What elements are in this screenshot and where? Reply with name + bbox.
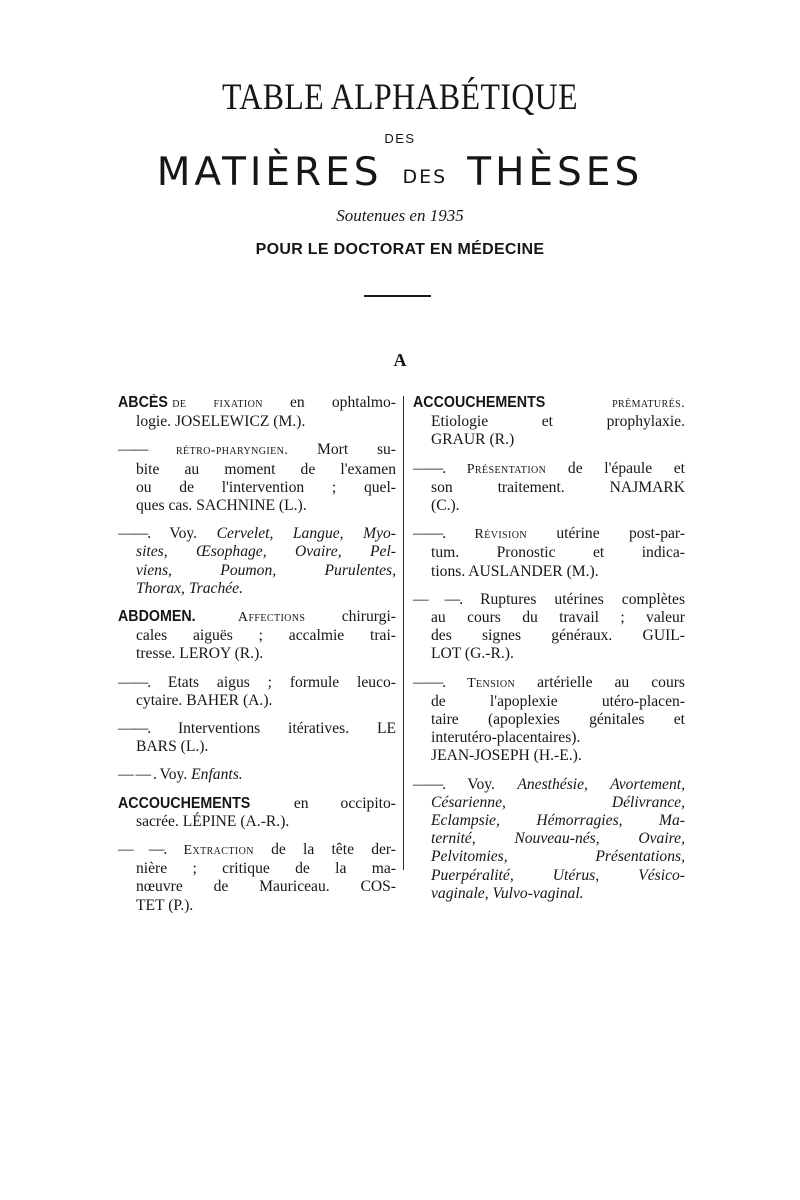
index-entry-extraction [118, 841, 396, 915]
entry-heading: ABCÈS [118, 394, 168, 411]
index-entry-presentation [413, 460, 685, 516]
left-column [118, 394, 396, 925]
entry-dash: ——. [413, 775, 446, 793]
entry-text: Voy. [150, 525, 217, 543]
entry-text: tions. AUSLANDER (M.). [431, 562, 599, 580]
right-column [413, 394, 685, 913]
entry-text: LOT (G.-R.). [431, 645, 514, 663]
entry-heading: ACCOUCHEMENTS [118, 794, 251, 812]
entry-subhead: Présentation [466, 461, 547, 477]
main-heading-des: DES [402, 166, 448, 188]
entry-dash: ——. [413, 459, 446, 477]
index-entry-etats-aigus [118, 674, 396, 710]
entry-crossref: viens, Poumon, Purulentes, [136, 561, 396, 579]
entry-text: Interventions itératives. LE [177, 720, 396, 738]
entry-text: Etats aigus ; formule leuco- [167, 673, 396, 691]
entry-text: BARS (L.). [136, 738, 209, 756]
entry-text: au cours du travail ; valeur [431, 609, 685, 627]
entry-text: cytaire. BAHER (A.). [136, 691, 273, 709]
index-entry-tension [413, 674, 685, 766]
entry-text: taire (apoplexies génitales et [431, 711, 685, 729]
index-entry-accouchements-prematures [413, 394, 685, 450]
entry-heading: ACCOUCHEMENTS [413, 394, 546, 411]
index-entry-retro-pharyngien [118, 441, 396, 515]
entry-dash: ——. [413, 525, 446, 543]
entry-text: ques cas. SACHNINE (L.). [136, 497, 307, 515]
entry-crossref: Anesthésie, Avortement, [517, 775, 685, 793]
entry-crossref: Puerpéralité, Utérus, Vésico- [431, 866, 685, 884]
entry-text: tresse. LEROY (R.). [136, 645, 264, 663]
index-entry-ruptures [413, 591, 685, 664]
section-letter: A [393, 350, 407, 370]
index-entry-abces [118, 394, 396, 431]
main-heading-left: MATIÈRES [156, 150, 383, 195]
entry-text: en occipito- [261, 794, 396, 812]
index-entry-revision [413, 525, 685, 581]
subtitle-doctorate: POUR LE DOCTORAT EN MÉDECINE [255, 241, 545, 258]
entry-text: en ophtalmo- [262, 394, 396, 411]
entry-dash: ——. [118, 525, 151, 543]
entry-crossref: Enfants. [191, 766, 243, 784]
entry-dash: — —. [413, 590, 463, 608]
entry-dash: ——. [118, 673, 151, 691]
subtitle-year: Soutenues en 1935 [336, 206, 464, 225]
entry-text: tum. Pronostic et indica- [431, 544, 685, 562]
entry-crossref: vaginale, Vulvo-vaginal. [431, 884, 584, 902]
entry-subhead: Tension [467, 675, 516, 691]
index-entry-interventions [118, 720, 396, 756]
entry-subhead: Révision [474, 527, 527, 543]
entry-dash: — — . [118, 766, 156, 784]
entry-text: chirurgi- [305, 608, 396, 626]
entry-text: GRAUR (R.) [431, 431, 515, 449]
entry-text: artérielle au cours [515, 673, 685, 691]
entry-text: nière ; critique de la ma- [136, 860, 396, 878]
main-heading [0, 150, 800, 195]
main-heading-right: THÈSES [467, 150, 644, 195]
title-rule [364, 295, 431, 297]
entry-dash: ——. [118, 720, 151, 738]
page-title: TABLE ALPHABÉTIQUE [221, 77, 579, 118]
entry-dash: — —. [118, 841, 167, 859]
title-connector-des: DES [384, 131, 416, 146]
entry-text: TET (P.). [136, 896, 194, 914]
entry-crossref: ternité, Nouveau-nés, Ovaire, [431, 830, 685, 848]
entry-subhead: rétro-pharyngien. [175, 443, 289, 459]
entry-text: nœuvre de Mauriceau. COS- [136, 878, 396, 896]
entry-subhead: Affections [202, 610, 306, 626]
entry-subhead: Extraction [183, 843, 254, 859]
entry-text: Voy. [445, 775, 518, 793]
entry-crossref: Eclampsie, Hémorragies, Ma- [431, 812, 685, 830]
index-entry-voy-accouchements [413, 776, 685, 903]
index-entry-voy-abces [118, 525, 396, 598]
index-entry-abdomen [118, 608, 396, 664]
entry-text: Ruptures utérines complètes [480, 590, 686, 608]
entry-text: de la tête der- [253, 841, 396, 859]
entry-text: ou de l'intervention ; quel- [136, 478, 396, 496]
entry-text: de l'épaule et [546, 459, 685, 477]
entry-text: Mort su- [288, 441, 397, 459]
entry-crossref: Pelvitomies, Présentations, [431, 848, 685, 866]
entry-dash: ——. [413, 673, 446, 691]
index-entry-accouchements-occipito [118, 795, 396, 831]
entry-text: (C.). [431, 497, 460, 515]
column-divider [403, 396, 404, 870]
entry-text: bite au moment de l'examen [136, 460, 396, 478]
entry-text: Etiologie et prophylaxie. [431, 413, 685, 431]
entry-subhead: de fixation [172, 396, 263, 411]
entry-crossref: sites, Œsophage, Ovaire, Pel- [136, 543, 396, 561]
entry-text: utérine post-par- [527, 525, 685, 543]
entry-text: logie. JOSELEWICZ (M.). [136, 413, 306, 431]
entry-text: Voy. [155, 766, 192, 784]
entry-subhead: prématurés. [556, 396, 685, 411]
entry-crossref: Thorax, Trachée. [136, 579, 243, 597]
entry-text: JEAN-JOSEPH (H.-E.). [431, 747, 582, 765]
entry-dash: —— [118, 441, 148, 459]
entry-text: interutéro-placentaires). [431, 729, 581, 747]
entry-crossref: Cervelet, Langue, Myo- [216, 525, 396, 543]
entry-text: des signes généraux. GUIL- [431, 627, 685, 645]
entry-crossref: Césarienne, Délivrance, [431, 793, 685, 811]
entry-heading: ABDOMEN. [118, 608, 196, 626]
entry-text: son traitement. NAJMARK [431, 478, 685, 496]
entry-text: de l'apoplexie utéro-placen- [431, 692, 685, 710]
entry-text: sacrée. LÉPINE (A.-R.). [136, 812, 290, 830]
index-entry-voy-abdomen [118, 766, 396, 784]
entry-text: cales aiguës ; accalmie trai- [136, 627, 396, 645]
